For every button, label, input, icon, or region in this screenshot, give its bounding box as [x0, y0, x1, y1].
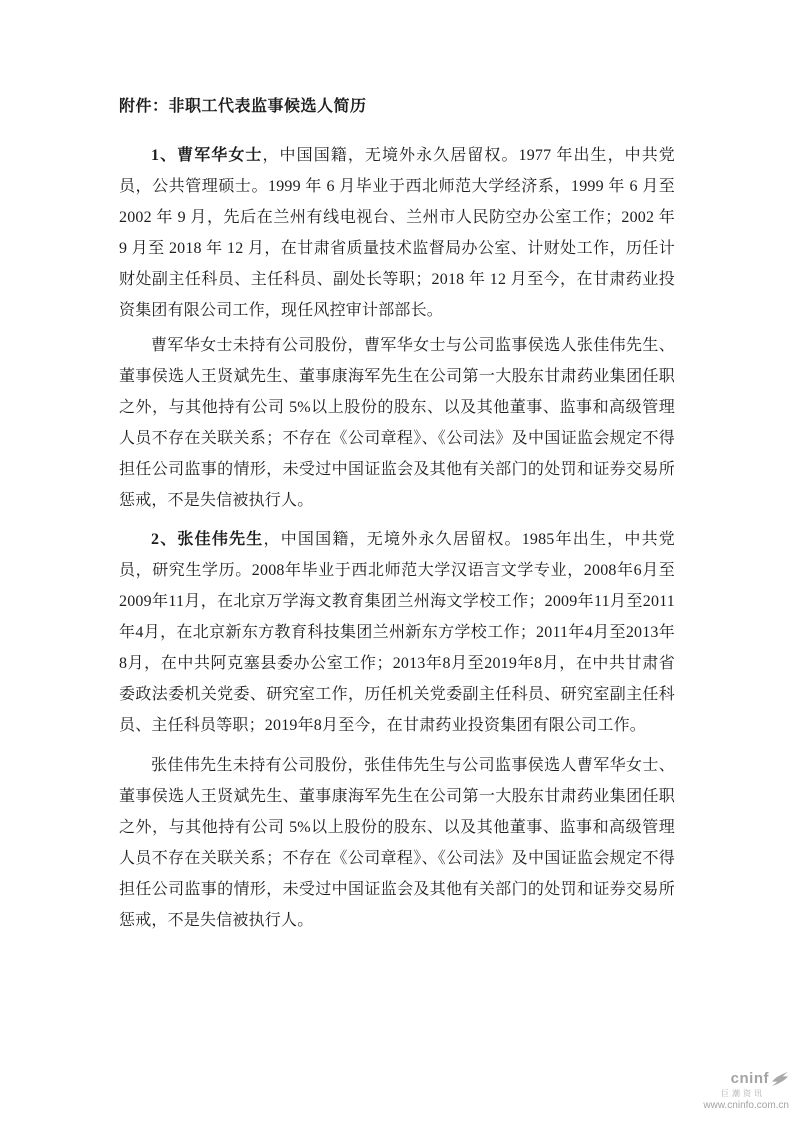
- bio-paragraph-zhangjiawei: [119, 524, 675, 741]
- candidate-2-bio-text: ，中国国籍，无境外永久居留权。1985年出生，中共党员，研究生学历。2008年毕业于西北师范大学汉语言文学专业，2008年6月至2009年11月，在北京万学海文教育集团兰州海文学校工作；2009年11月至2011年4月，在北京新东方教育科技集团兰州新东方学校工作；2011年4月至2013年8月，在中共阿克塞县委办公室工作；2013年8月至2019年8月，在中共甘肃省委政法委机关党委、研究室工作，历任机关党委副主任科员、研究室副主任科员、主任科员等职；2019年8月至今，在甘肃药业投资集团有限公司工作。: [119, 531, 675, 734]
- candidate-2-relationship-text: 张佳伟先生未持有公司股份，张佳伟先生与公司监事侯选人曹军华女士、董事侯选人王贤斌先生、董事康海军先生在公司第一大股东甘肃药业集团任职之外，与其他持有公司 5%以上股份的股东、以及其他董事、监事和高级管理人员不存在关联关系；不存在《公司章程》、《公司法》及中国证监会规定不得担任公司监事的情形，未受过中国证监会及其他有关部门的处罚和证券交易所惩戒，不是失信被执行人。: [119, 757, 675, 929]
- cninfo-watermark: [703, 1071, 789, 1111]
- attachment-title: 附件：非职工代表监事候选人简历: [119, 98, 367, 115]
- candidate-1-name: 1、曹军华女士: [151, 147, 263, 164]
- candidate-2-name: 2、张佳伟先生: [151, 531, 264, 548]
- cninfo-url: www.cninfo.com.cn: [703, 1100, 789, 1111]
- cninfo-chinese-name: 巨潮资讯: [721, 1089, 765, 1098]
- candidate-1-relationship-text: 曹军华女士未持有公司股份，曹军华女士与公司监事侯选人张佳伟先生、董事侯选人王贤斌先生、董事康海军先生在公司第一大股东甘肃药业集团任职之外，与其他持有公司 5%以上股份的股东、以及其他董事、监事和高级管理人员不存在关联关系；不存在《公司章程》、《公司法》及中国证监会规定不得担任公司监事的情形，未受过中国证监会及其他有关部门的处罚和证券交易所惩戒，不是失信被执行人。: [119, 337, 675, 509]
- document-content: [119, 96, 675, 936]
- relationship-paragraph-zhangjiawei: [119, 750, 675, 936]
- cninfo-logo-text: cninf: [730, 1070, 769, 1087]
- relationship-paragraph-caojunhua: [119, 330, 675, 516]
- candidate-1-bio-text: ，中国国籍，无境外永久居留权。1977 年出生，中共党员，公共管理硕士。1999 年 6 月毕业于西北师范大学经济系，1999 年 6 月至 2002 年 9 月，先后在兰州有线电视台、兰州市人民防空办公室工作；2002 年 9 月至 2018 年 12 月，在甘肃省质量技术监督局办公室、计财处工作，历任计财处副主任科员、主任科员、副处长等职；2018 年 12 月至今，在甘肃药业投资集团有限公司工作，现任风控审计部部长。: [119, 147, 675, 319]
- bio-paragraph-caojunhua: [119, 140, 675, 326]
- cninfo-swirl-icon: [771, 1071, 789, 1087]
- cninfo-logo-row: [703, 1071, 789, 1087]
